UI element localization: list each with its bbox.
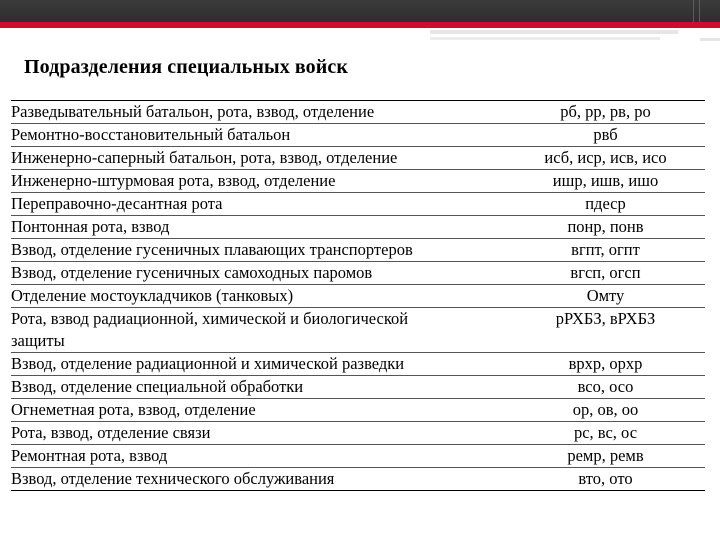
unit-abbreviation: Омту [586, 286, 625, 305]
unit-name: Переправочно-десантная рота [11, 194, 223, 213]
unit-name-cell [11, 308, 506, 353]
unit-name: Ремонтная рота, взвод [11, 446, 168, 465]
unit-name: Рота, взвод, отделение связи [11, 423, 211, 442]
unit-name: Взвод, отделение гусеничных плавающих транспортеров [11, 240, 413, 259]
table-row [11, 422, 705, 445]
unit-name-continuation: защиты [11, 331, 65, 350]
unit-name: Понтонная рота, взвод [11, 217, 170, 236]
unit-abbreviation: понр, понв [567, 217, 644, 236]
unit-name: Отделение мостоукладчиков (танковых) [11, 286, 294, 305]
table-row [11, 399, 705, 422]
units-table [11, 100, 705, 491]
table-row [11, 124, 705, 147]
decorative-line [700, 38, 720, 41]
unit-name: Инженерно-саперный батальон, рота, взвод, отделение [11, 148, 398, 167]
table-row [11, 376, 705, 399]
page-title: Подразделения специальных войск [24, 56, 348, 78]
unit-name: Рота, взвод радиационной, химической и биологической [11, 309, 409, 328]
unit-abbreviation: рвб [593, 125, 618, 144]
unit-abbreviation: вто, ото [578, 469, 633, 488]
table-row [11, 193, 705, 216]
table-row [11, 445, 705, 468]
table-row [11, 147, 705, 170]
table-row [11, 285, 705, 308]
table-row [11, 308, 705, 353]
unit-abbreviation: рб, рр, рв, ро [560, 102, 651, 121]
unit-name: Инженерно-штурмовая рота, взвод, отделение [11, 171, 336, 190]
decorative-line [430, 37, 660, 40]
table-row [11, 262, 705, 285]
table-row [11, 216, 705, 239]
unit-abbreviation: ор, ов, оо [572, 400, 639, 419]
header-divider [693, 0, 694, 22]
unit-name: Ремонтно-восстановительный батальон [11, 125, 291, 144]
unit-abbreviation: ремр, ремв [567, 446, 644, 465]
unit-abbreviation: врхр, орхр [568, 354, 643, 373]
unit-abbreviation: исб, иср, исв, исо [544, 148, 667, 167]
unit-name: Разведывательный батальон, рота, взвод, отделение [11, 102, 375, 121]
unit-abbreviation: пдеср [585, 194, 626, 213]
unit-abbreviation: рс, вс, ос [573, 423, 638, 442]
unit-name: Взвод, отделение специальной обработки [11, 377, 304, 396]
unit-name: Взвод, отделение технического обслуживания [11, 469, 335, 488]
table-row [11, 170, 705, 193]
table-row [11, 239, 705, 262]
unit-name: Огнеметная рота, взвод, отделение [11, 400, 256, 419]
top-accent-stripe [0, 22, 720, 28]
header-divider [699, 0, 700, 22]
table-row [11, 353, 705, 376]
unit-name: Взвод, отделение гусеничных самоходных паромов [11, 263, 373, 282]
unit-abbreviation: вгсп, огсп [570, 263, 641, 282]
unit-abbreviation: рРХБЗ, вРХБЗ [555, 309, 656, 328]
unit-name: Взвод, отделение радиационной и химической разведки [11, 354, 405, 373]
unit-abbreviation: ишр, ишв, ишо [552, 171, 659, 190]
table-row [11, 101, 705, 124]
decorative-line [430, 30, 678, 34]
unit-abbreviation: вгпт, огпт [571, 240, 640, 259]
unit-abbreviation: всо, осо [577, 377, 634, 396]
table-row [11, 468, 705, 491]
top-header-bar [0, 0, 720, 22]
